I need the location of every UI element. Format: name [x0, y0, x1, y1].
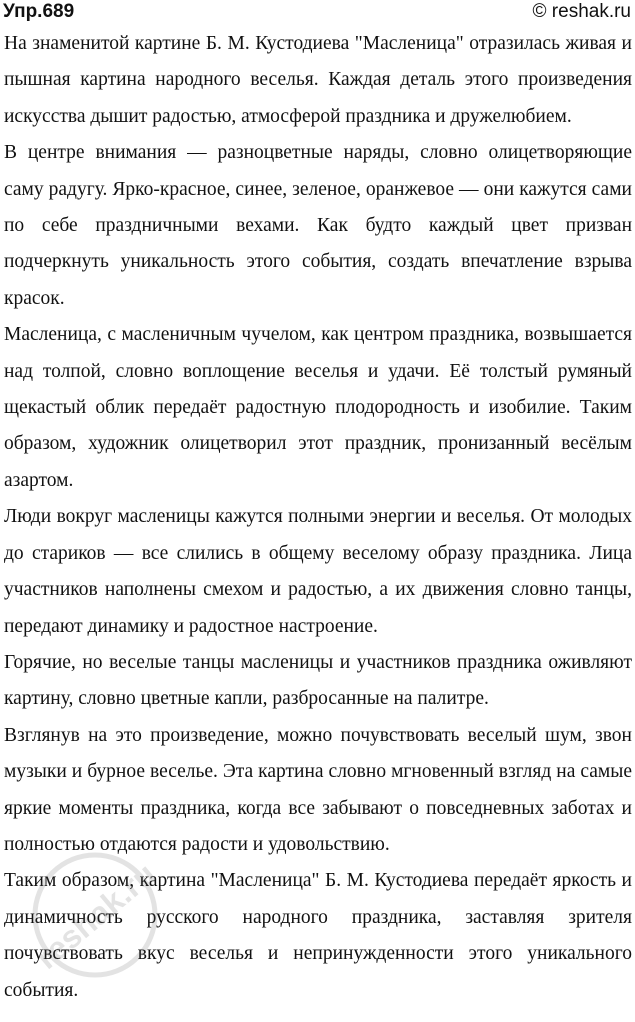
essay-text [4, 26, 632, 1009]
paragraph: На знаменитой картине Б. М. Кустодиева "Масленица" отразилась живая и пышная картина народного веселья. Каждая деталь этого произведения искусства дышит радостью, атмосферой праздника и дружелюбием. [4, 33, 632, 127]
paragraph: Масленица, с масленичным чучелом, как центром праздника, возвышается над толпой, словно воплощение веселья и удачи. Её толстый румяный щекастый облик передаёт радостную плодородность и изобилие. Таким образом, художник олицетворил этот праздник, пронизанный весёлым азартом. [4, 324, 632, 491]
site-copyright: © reshak.ru [532, 1, 631, 22]
watermark-text: reshak.ru [28, 855, 163, 976]
paragraph: В центре внимания — разноцветные наряды, словно олицетворяющие саму радугу. Ярко-красное, синее, зеленое, оранжевое — они кажутся сами по себе праздничными вехами. Как будто каждый цвет призван подчеркнуть уникальность этого события, создать впечатление взрыва красок. [4, 142, 632, 309]
paragraph: Взглянув на это произведение, можно почувствовать веселый шум, звон музыки и бурное веселье. Эта картина словно мгновенный взгляд на самые яркие моменты праздника, когда все забывают о повседневных заботах и полностью отдаются радости и удовольствию. [4, 724, 632, 855]
page-header [0, 0, 635, 26]
exercise-number: Упр.689 [3, 1, 75, 22]
paragraph: Горячие, но веселые танцы масленицы и участников праздника оживляют картину, словно цветные капли, разбросанные на палитре. [4, 651, 632, 710]
paragraph: Люди вокруг масленицы кажутся полными энергии и веселья. От молодых до стариков — все слились в общему веселому образу праздника. Лица участников наполнены смехом и радостью, а их движения словно танцы, передают динамику и радостное настроение. [4, 506, 632, 637]
paragraph: Таким образом, картина "Масленица" Б. М. Кустодиева передаёт яркость и динамичность русского народного праздника, заставляя зрителя почувствовать вкус веселья и непринужденности этого уникального события. [4, 870, 632, 1001]
